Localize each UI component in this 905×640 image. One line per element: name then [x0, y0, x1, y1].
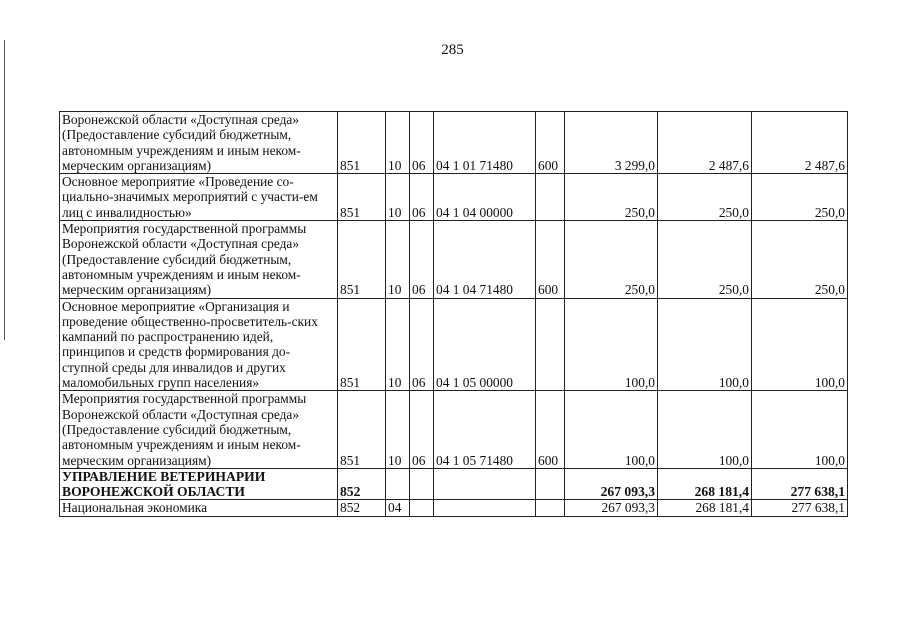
- cell-amount-year-2: 268 181,4: [658, 468, 752, 500]
- cell-expense-type: [536, 468, 565, 500]
- cell-amount-year-2: 250,0: [658, 221, 752, 298]
- cell-name: Национальная экономика: [60, 500, 338, 516]
- cell-name: Основное мероприятие «Организация и проведение общественно-просветитель-ских кампаний по распространению идей, принципов и средств формирования до-ступной среды для инвалидов и других маломобильных групп населения»: [60, 298, 338, 391]
- cell-name: Воронежской области «Доступная среда» (Предоставление субсидий бюджетным, автономным учреждениям и иным неком-мерческим организациям): [60, 112, 338, 174]
- cell-expense-type: 600: [536, 391, 565, 468]
- cell-section: 10: [386, 298, 410, 391]
- cell-expense-type: [536, 500, 565, 516]
- cell-amount-year-2: 2 487,6: [658, 112, 752, 174]
- page-number: 285: [441, 42, 464, 58]
- cell-amount-year-1: 100,0: [565, 391, 658, 468]
- cell-section: 04: [386, 500, 410, 516]
- cell-name: Мероприятия государственной программы Воронежской области «Доступная среда» (Предоставление субсидий бюджетным, автономным учреждениям и иным неком-мерческим организациям): [60, 391, 338, 468]
- table-row: [60, 112, 848, 174]
- cell-amount-year-1: 250,0: [565, 174, 658, 221]
- cell-expense-type: [536, 174, 565, 221]
- cell-amount-year-3: 277 638,1: [752, 500, 848, 516]
- cell-amount-year-3: 250,0: [752, 221, 848, 298]
- cell-subsection: 06: [410, 221, 434, 298]
- cell-section: 10: [386, 391, 410, 468]
- cell-amount-year-2: 250,0: [658, 174, 752, 221]
- cell-amount-year-2: 100,0: [658, 298, 752, 391]
- cell-amount-year-1: 3 299,0: [565, 112, 658, 174]
- cell-subsection: [410, 468, 434, 500]
- left-margin-line: [4, 40, 5, 340]
- cell-section: 10: [386, 174, 410, 221]
- table-row: [60, 500, 848, 516]
- cell-section: 10: [386, 112, 410, 174]
- cell-target-article: [434, 468, 536, 500]
- cell-grbs: 852: [338, 468, 386, 500]
- cell-grbs: 851: [338, 221, 386, 298]
- cell-subsection: 06: [410, 391, 434, 468]
- cell-grbs: 852: [338, 500, 386, 516]
- cell-section: [386, 468, 410, 500]
- cell-subsection: 06: [410, 174, 434, 221]
- cell-amount-year-1: 267 093,3: [565, 468, 658, 500]
- cell-grbs: 851: [338, 112, 386, 174]
- cell-grbs: 851: [338, 391, 386, 468]
- cell-amount-year-3: 277 638,1: [752, 468, 848, 500]
- cell-amount-year-3: 2 487,6: [752, 112, 848, 174]
- budget-table: [59, 111, 848, 517]
- cell-expense-type: 600: [536, 112, 565, 174]
- cell-subsection: 06: [410, 112, 434, 174]
- cell-target-article: [434, 500, 536, 516]
- cell-amount-year-1: 100,0: [565, 298, 658, 391]
- cell-amount-year-1: 250,0: [565, 221, 658, 298]
- cell-amount-year-2: 100,0: [658, 391, 752, 468]
- cell-name: УПРАВЛЕНИЕ ВЕТЕРИНАРИИ ВОРОНЕЖСКОЙ ОБЛАСТИ: [60, 468, 338, 500]
- table-row: [60, 298, 848, 391]
- cell-section: 10: [386, 221, 410, 298]
- cell-grbs: 851: [338, 174, 386, 221]
- table-row: [60, 391, 848, 468]
- cell-name: Основное мероприятие «Проведение со-циально-значимых мероприятий с участи-ем лиц с инвалидностью»: [60, 174, 338, 221]
- cell-expense-type: [536, 298, 565, 391]
- table-row: [60, 174, 848, 221]
- cell-expense-type: 600: [536, 221, 565, 298]
- cell-amount-year-3: 250,0: [752, 174, 848, 221]
- table-body: [60, 112, 848, 517]
- cell-amount-year-1: 267 093,3: [565, 500, 658, 516]
- cell-subsection: 06: [410, 298, 434, 391]
- cell-amount-year-2: 268 181,4: [658, 500, 752, 516]
- cell-amount-year-3: 100,0: [752, 391, 848, 468]
- cell-subsection: [410, 500, 434, 516]
- cell-grbs: 851: [338, 298, 386, 391]
- table-row: [60, 221, 848, 298]
- cell-name: Мероприятия государственной программы Воронежской области «Доступная среда» (Предоставление субсидий бюджетным, автономным учреждениям и иным неком-мерческим организациям): [60, 221, 338, 298]
- cell-target-article: 04 1 05 00000: [434, 298, 536, 391]
- cell-target-article: 04 1 05 71480: [434, 391, 536, 468]
- cell-amount-year-3: 100,0: [752, 298, 848, 391]
- cell-target-article: 04 1 04 00000: [434, 174, 536, 221]
- table-row: [60, 468, 848, 500]
- cell-target-article: 04 1 04 71480: [434, 221, 536, 298]
- cell-target-article: 04 1 01 71480: [434, 112, 536, 174]
